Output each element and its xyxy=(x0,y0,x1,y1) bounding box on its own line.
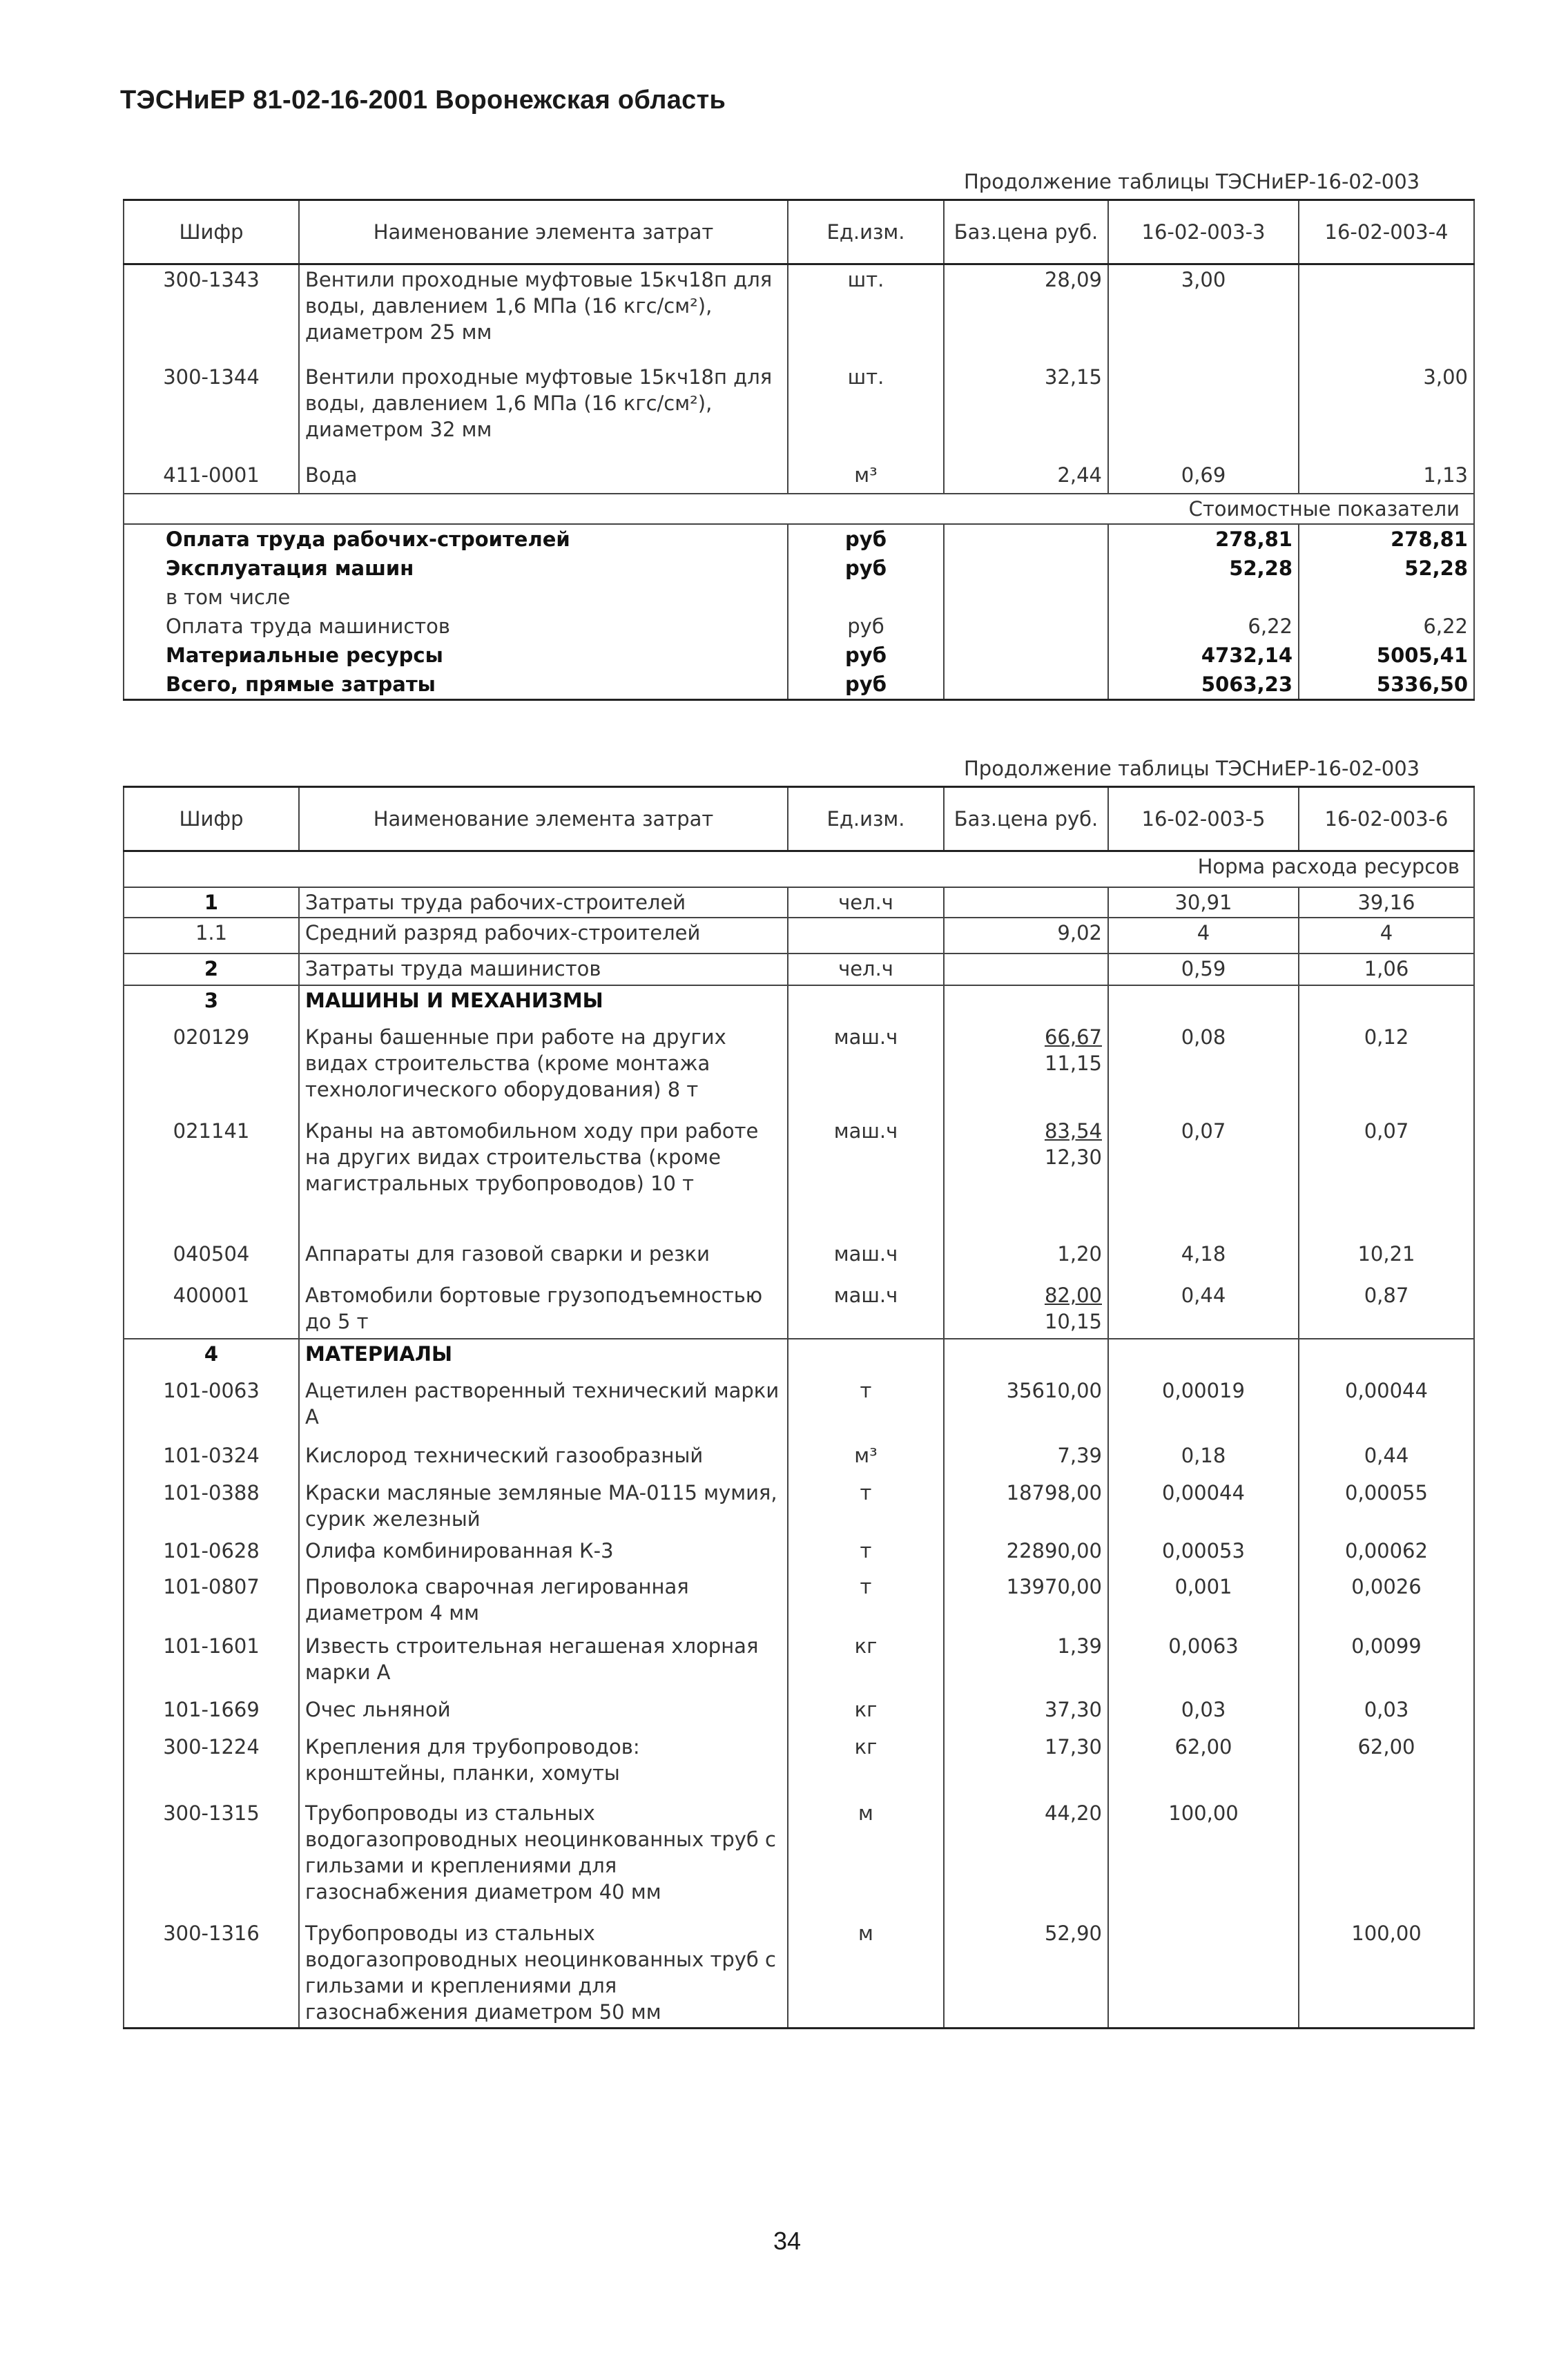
table-row xyxy=(124,985,1474,1023)
cell-name: Краны на автомобильном ходу при работе на других видах строительства (кроме магистральных трубопроводов) 10 т xyxy=(299,1116,788,1239)
section-label: Стоимостные показатели xyxy=(124,494,1474,524)
table-row xyxy=(124,1632,1474,1695)
cost-unit: руб xyxy=(788,670,944,700)
table2 xyxy=(123,786,1475,2029)
cell-value-1 xyxy=(1108,1339,1299,1376)
col-header-unit: Ед.изм. xyxy=(788,787,944,851)
cell-code: 1.1 xyxy=(124,918,299,954)
cell-name: Крепления для трубопроводов: кронштейны, планки, хомуты xyxy=(299,1732,788,1799)
price-numerator: 66,67 xyxy=(1044,1025,1102,1049)
table-row xyxy=(124,1536,1474,1572)
cell-value-1: 4,18 xyxy=(1108,1239,1299,1281)
cell-value-1: 0,001 xyxy=(1108,1572,1299,1632)
price-denominator: 12,30 xyxy=(1044,1145,1102,1169)
cell-name: Трубопроводы из стальных водогазопроводных неоцинкованных труб с гильзами и креплениями для газоснабжения диаметром 50 мм xyxy=(299,1919,788,2028)
table-row xyxy=(124,264,1474,362)
cost-price-empty xyxy=(944,583,1108,612)
cell-value-2: 0,07 xyxy=(1299,1116,1474,1239)
cell-unit xyxy=(788,1339,944,1376)
table-row xyxy=(124,887,1474,918)
cost-value-1: 52,28 xyxy=(1108,554,1299,583)
cell-name: Затраты труда машинистов xyxy=(299,954,788,985)
cell-unit: маш.ч xyxy=(788,1116,944,1239)
cell-unit: кг xyxy=(788,1695,944,1732)
cell-unit: м xyxy=(788,1919,944,2028)
cell-name: Трубопроводы из стальных водогазопроводных неоцинкованных труб с гильзами и креплениями для газоснабжения диаметром 40 мм xyxy=(299,1799,788,1919)
col-header-v2: 16-02-003-4 xyxy=(1299,200,1474,264)
cell-value-1: 0,03 xyxy=(1108,1695,1299,1732)
table-row xyxy=(124,1732,1474,1799)
cost-value-1: 6,22 xyxy=(1108,612,1299,641)
cell-value-1: 62,00 xyxy=(1108,1732,1299,1799)
cell-value-1: 0,07 xyxy=(1108,1116,1299,1239)
cell-value-1: 30,91 xyxy=(1108,887,1299,918)
cell-price xyxy=(944,1339,1108,1376)
cell-value-1: 0,00044 xyxy=(1108,1478,1299,1536)
price-denominator: 11,15 xyxy=(1044,1052,1102,1075)
cell-price: 9,02 xyxy=(944,918,1108,954)
cell-name: Аппараты для газовой сварки и резки xyxy=(299,1239,788,1281)
cell-code: 101-0807 xyxy=(124,1572,299,1632)
cost-name: Оплата труда машинистов xyxy=(124,612,788,641)
cell-code: 300-1224 xyxy=(124,1732,299,1799)
table-row xyxy=(124,1799,1474,1919)
cell-value-2: 0,00044 xyxy=(1299,1376,1474,1441)
cost-price-empty xyxy=(944,670,1108,700)
cell-value-2: 0,44 xyxy=(1299,1441,1474,1478)
cost-value-2: 52,28 xyxy=(1299,554,1474,583)
cell-value-1: 0,59 xyxy=(1108,954,1299,985)
cell-unit: т xyxy=(788,1478,944,1536)
cost-row xyxy=(124,612,1474,641)
cost-value-2: 5336,50 xyxy=(1299,670,1474,700)
cost-value-2: 278,81 xyxy=(1299,524,1474,554)
cell-price: 37,30 xyxy=(944,1695,1108,1732)
table-row xyxy=(124,1572,1474,1632)
cell-name: Известь строительная негашеная хлорная марки А xyxy=(299,1632,788,1695)
cost-name: Материальные ресурсы xyxy=(124,641,788,670)
col-header-name: Наименование элемента затрат xyxy=(299,200,788,264)
cell-value-2: 0,12 xyxy=(1299,1023,1474,1116)
cell-name: Вентили проходные муфтовые 15кч18п для воды, давлением 1,6 МПа (16 кгс/см²), диаметром 32 мм xyxy=(299,362,788,461)
cell-code: 1 xyxy=(124,887,299,918)
cost-unit: руб xyxy=(788,554,944,583)
cost-price-empty xyxy=(944,612,1108,641)
cell-unit: т xyxy=(788,1536,944,1572)
cell-name: Олифа комбинированная К-3 xyxy=(299,1536,788,1572)
section-label: Норма расхода ресурсов xyxy=(124,851,1474,888)
cell-code: 101-0063 xyxy=(124,1376,299,1441)
cell-name: Вентили проходные муфтовые 15кч18п для воды, давлением 1,6 МПа (16 кгс/см²), диаметром 25 мм xyxy=(299,264,788,362)
cell-price xyxy=(944,1281,1108,1339)
table-row xyxy=(124,1281,1474,1339)
cell-name: Автомобили бортовые грузоподъемностью до 5 т xyxy=(299,1281,788,1339)
cell-price: 1,20 xyxy=(944,1239,1108,1281)
cell-value-1: 0,00019 xyxy=(1108,1376,1299,1441)
cell-code: 4 xyxy=(124,1339,299,1376)
cell-price xyxy=(944,887,1108,918)
table-row xyxy=(124,1339,1474,1376)
cell-value-2: 3,00 xyxy=(1299,362,1474,461)
price-numerator: 82,00 xyxy=(1044,1284,1102,1307)
cell-unit: чел.ч xyxy=(788,954,944,985)
table1-caption: Продолжение таблицы ТЭСНиЕР-16-02-003 xyxy=(964,170,1420,193)
cell-value-1 xyxy=(1108,362,1299,461)
cost-unit xyxy=(788,583,944,612)
page-number: 34 xyxy=(773,2227,802,2255)
table-row xyxy=(124,1478,1474,1536)
cost-name: в том числе xyxy=(124,583,788,612)
cell-value-2 xyxy=(1299,264,1474,362)
cost-name: Оплата труда рабочих-строителей xyxy=(124,524,788,554)
col-header-code: Шифр xyxy=(124,787,299,851)
cell-value-2: 1,06 xyxy=(1299,954,1474,985)
cell-unit: т xyxy=(788,1376,944,1441)
cell-code: 2 xyxy=(124,954,299,985)
cell-value-2: 0,00062 xyxy=(1299,1536,1474,1572)
cost-value-2: 5005,41 xyxy=(1299,641,1474,670)
cell-code: 101-0388 xyxy=(124,1478,299,1536)
cell-unit: маш.ч xyxy=(788,1239,944,1281)
cell-price: 28,09 xyxy=(944,264,1108,362)
cost-value-2 xyxy=(1299,583,1474,612)
cell-name: Вода xyxy=(299,461,788,494)
cell-unit: чел.ч xyxy=(788,887,944,918)
cell-value-1 xyxy=(1108,1919,1299,2028)
cell-value-1: 0,0063 xyxy=(1108,1632,1299,1695)
cell-name: МАШИНЫ И МЕХАНИЗМЫ xyxy=(299,985,788,1023)
cell-value-2: 1,13 xyxy=(1299,461,1474,494)
cell-price: 22890,00 xyxy=(944,1536,1108,1572)
cost-price-empty xyxy=(944,641,1108,670)
cell-price xyxy=(944,1023,1108,1116)
table2-header-row xyxy=(124,787,1474,851)
table-row xyxy=(124,1023,1474,1116)
cell-value-2: 62,00 xyxy=(1299,1732,1474,1799)
table-row xyxy=(124,954,1474,985)
cell-code: 3 xyxy=(124,985,299,1023)
cell-code: 101-0628 xyxy=(124,1536,299,1572)
cell-name: Затраты труда рабочих-строителей xyxy=(299,887,788,918)
col-header-v1: 16-02-003-3 xyxy=(1108,200,1299,264)
table-row xyxy=(124,362,1474,461)
cell-code: 400001 xyxy=(124,1281,299,1339)
cost-row xyxy=(124,641,1474,670)
col-header-code: Шифр xyxy=(124,200,299,264)
cell-name: Краски масляные земляные МА-0115 мумия, сурик железный xyxy=(299,1478,788,1536)
cell-value-1: 100,00 xyxy=(1108,1799,1299,1919)
cost-value-1: 278,81 xyxy=(1108,524,1299,554)
cell-price: 17,30 xyxy=(944,1732,1108,1799)
cost-row xyxy=(124,583,1474,612)
col-header-v1: 16-02-003-5 xyxy=(1108,787,1299,851)
cell-code: 101-0324 xyxy=(124,1441,299,1478)
cell-unit: шт. xyxy=(788,264,944,362)
cell-value-1: 0,08 xyxy=(1108,1023,1299,1116)
cost-value-2: 6,22 xyxy=(1299,612,1474,641)
cell-value-2: 100,00 xyxy=(1299,1919,1474,2028)
cell-code: 411-0001 xyxy=(124,461,299,494)
cell-price xyxy=(944,985,1108,1023)
cell-value-1: 0,18 xyxy=(1108,1441,1299,1478)
document-title: ТЭСНиЕР 81-02-16-2001 Воронежская область xyxy=(120,86,726,115)
cell-code: 101-1601 xyxy=(124,1632,299,1695)
cell-name: Проволока сварочная легированная диаметром 4 мм xyxy=(299,1572,788,1632)
cell-value-2 xyxy=(1299,985,1474,1023)
cell-name: Кислород технический газообразный xyxy=(299,1441,788,1478)
cell-price: 1,39 xyxy=(944,1632,1108,1695)
col-header-price: Баз.цена руб. xyxy=(944,787,1108,851)
cell-value-1: 0,00053 xyxy=(1108,1536,1299,1572)
table-row xyxy=(124,1441,1474,1478)
cell-name: Средний разряд рабочих-строителей xyxy=(299,918,788,954)
cell-unit: маш.ч xyxy=(788,1023,944,1116)
cost-unit: руб xyxy=(788,641,944,670)
cost-price-empty xyxy=(944,554,1108,583)
cell-value-1 xyxy=(1108,985,1299,1023)
cell-name: Ацетилен растворенный технический марки А xyxy=(299,1376,788,1441)
cell-price xyxy=(944,1116,1108,1239)
cell-value-2: 0,87 xyxy=(1299,1281,1474,1339)
cell-value-1: 0,44 xyxy=(1108,1281,1299,1339)
cell-price: 7,39 xyxy=(944,1441,1108,1478)
table2-caption: Продолжение таблицы ТЭСНиЕР-16-02-003 xyxy=(964,757,1420,780)
cell-price: 44,20 xyxy=(944,1799,1108,1919)
cost-value-1: 4732,14 xyxy=(1108,641,1299,670)
cell-unit xyxy=(788,985,944,1023)
cost-row xyxy=(124,554,1474,583)
cell-price: 52,90 xyxy=(944,1919,1108,2028)
cost-name: Всего, прямые затраты xyxy=(124,670,788,700)
cost-value-1 xyxy=(1108,583,1299,612)
cell-value-1: 4 xyxy=(1108,918,1299,954)
cost-value-1: 5063,23 xyxy=(1108,670,1299,700)
cell-code: 020129 xyxy=(124,1023,299,1116)
cell-value-2: 0,03 xyxy=(1299,1695,1474,1732)
cell-unit: м³ xyxy=(788,1441,944,1478)
cell-name: Очес льняной xyxy=(299,1695,788,1732)
cell-code: 300-1344 xyxy=(124,362,299,461)
cell-value-2: 39,16 xyxy=(1299,887,1474,918)
table1-header-row xyxy=(124,200,1474,264)
cell-code: 021141 xyxy=(124,1116,299,1239)
col-header-name: Наименование элемента затрат xyxy=(299,787,788,851)
cell-price xyxy=(944,954,1108,985)
cell-unit: шт. xyxy=(788,362,944,461)
price-numerator: 83,54 xyxy=(1044,1119,1102,1143)
cell-name: МАТЕРИАЛЫ xyxy=(299,1339,788,1376)
cost-row xyxy=(124,524,1474,554)
cell-unit: кг xyxy=(788,1632,944,1695)
cell-unit: т xyxy=(788,1572,944,1632)
cell-value-2: 0,00055 xyxy=(1299,1478,1474,1536)
cell-unit: м xyxy=(788,1799,944,1919)
cell-code: 040504 xyxy=(124,1239,299,1281)
table-row xyxy=(124,1116,1474,1239)
table-row xyxy=(124,1239,1474,1281)
cell-value-2 xyxy=(1299,1339,1474,1376)
table-row xyxy=(124,1919,1474,2028)
cell-code: 300-1316 xyxy=(124,1919,299,2028)
cost-row xyxy=(124,670,1474,700)
table-row xyxy=(124,1376,1474,1441)
table-row xyxy=(124,461,1474,494)
section-row xyxy=(124,494,1474,524)
cell-price: 13970,00 xyxy=(944,1572,1108,1632)
cell-code: 300-1343 xyxy=(124,264,299,362)
cell-value-2 xyxy=(1299,1799,1474,1919)
cell-code: 300-1315 xyxy=(124,1799,299,1919)
cell-price: 32,15 xyxy=(944,362,1108,461)
table-row xyxy=(124,1695,1474,1732)
cell-value-2: 0,0026 xyxy=(1299,1572,1474,1632)
cell-code: 101-1669 xyxy=(124,1695,299,1732)
cell-price: 35610,00 xyxy=(944,1376,1108,1441)
cost-unit: руб xyxy=(788,612,944,641)
cell-price: 2,44 xyxy=(944,461,1108,494)
cell-value-2: 0,0099 xyxy=(1299,1632,1474,1695)
cell-name: Краны башенные при работе на других видах строительства (кроме монтажа технологического оборудования) 8 т xyxy=(299,1023,788,1116)
table1 xyxy=(123,199,1475,701)
cell-unit: м³ xyxy=(788,461,944,494)
cost-unit: руб xyxy=(788,524,944,554)
col-header-v2: 16-02-003-6 xyxy=(1299,787,1474,851)
col-header-unit: Ед.изм. xyxy=(788,200,944,264)
cell-value-1: 0,69 xyxy=(1108,461,1299,494)
cell-value-2: 4 xyxy=(1299,918,1474,954)
cell-value-1: 3,00 xyxy=(1108,264,1299,362)
cost-price-empty xyxy=(944,524,1108,554)
price-denominator: 10,15 xyxy=(1044,1310,1102,1333)
cell-unit: маш.ч xyxy=(788,1281,944,1339)
cell-value-2: 10,21 xyxy=(1299,1239,1474,1281)
cost-name: Эксплуатация машин xyxy=(124,554,788,583)
table-row xyxy=(124,918,1474,954)
cell-unit: кг xyxy=(788,1732,944,1799)
section-row xyxy=(124,851,1474,888)
col-header-price: Баз.цена руб. xyxy=(944,200,1108,264)
cell-unit xyxy=(788,918,944,954)
cell-price: 18798,00 xyxy=(944,1478,1108,1536)
